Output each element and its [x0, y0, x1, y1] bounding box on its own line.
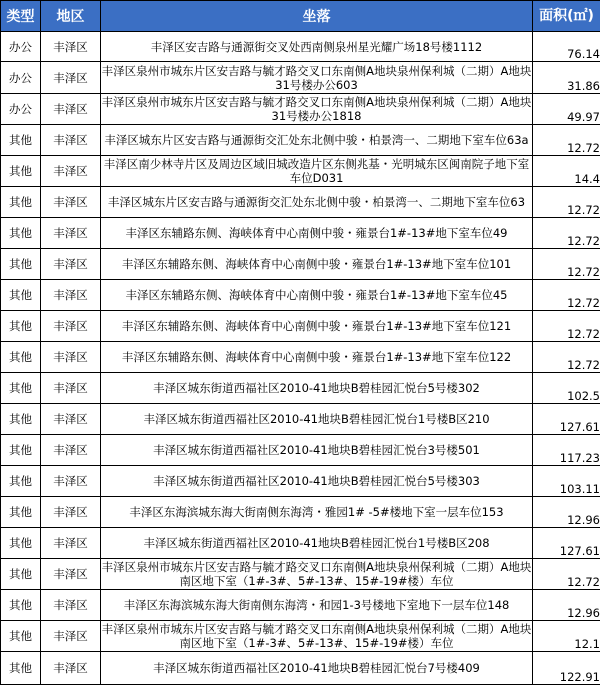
- table-row: [1, 497, 600, 528]
- table-row: [1, 435, 600, 466]
- cell-district: 丰泽区: [41, 62, 101, 94]
- cell-type: 其他: [1, 218, 41, 249]
- cell-area: 12.96: [533, 590, 600, 621]
- table-row: [1, 342, 600, 373]
- cell-address: 丰泽区泉州市城东片区安吉路与毓才路交叉口东南侧A地块泉州保利城（二期）A地块南区地下室（1#-3#、5#-13#、15#-19#楼）车位: [101, 560, 532, 588]
- cell-district: 丰泽区: [41, 652, 101, 685]
- cell-type: 其他: [1, 621, 41, 652]
- cell-district: 丰泽区: [41, 466, 101, 497]
- cell-area: 12.72: [533, 559, 600, 590]
- table-row: [1, 590, 600, 621]
- cell-area: 117.23: [533, 435, 600, 466]
- cell-address: 丰泽区东辅路东侧、海峡体育中心南侧中骏・雍景台1#-13#地下室车位122: [101, 342, 533, 373]
- cell-address: 丰泽区城东街道西福社区2010-41地块B碧桂园汇悦台5号楼303: [101, 466, 533, 497]
- table-row: [1, 62, 600, 94]
- table-row: [1, 280, 600, 311]
- cell-address: 丰泽区东辅路东侧、海峡体育中心南侧中骏・雍景台1#-13#地下室车位45: [101, 280, 533, 311]
- cell-area: 12.72: [533, 311, 600, 342]
- cell-address: 丰泽区城东街道西福社区2010-41地块B碧桂园汇悦台7号楼409: [101, 652, 533, 685]
- cell-address: 丰泽区南少林寺片区及周边区域旧城改造片区东侧兆基・光明城东区闽南院子地下室车位D031: [101, 156, 533, 187]
- cell-type: 其他: [1, 280, 41, 311]
- table-row: [1, 94, 600, 125]
- cell-address: 丰泽区东辅路东侧、海峡体育中心南侧中骏・雍景台1#-13#地下室车位49: [101, 218, 533, 249]
- cell-address: 丰泽区城东街道西福社区2010-41地块B碧桂园汇悦台3号楼501: [101, 435, 533, 466]
- cell-area: 12.72: [533, 280, 600, 311]
- cell-area: 12.72: [533, 342, 600, 373]
- cell-area: 12.72: [533, 218, 600, 249]
- cell-type: 其他: [1, 156, 41, 187]
- cell-area: 103.11: [533, 466, 600, 497]
- cell-address: 丰泽区城东街道西福社区2010-41地块B碧桂园汇悦台1号楼B区208: [101, 528, 533, 559]
- cell-district: 丰泽区: [41, 280, 101, 311]
- cell-area: 12.72: [533, 125, 600, 156]
- cell-district: 丰泽区: [41, 373, 101, 404]
- cell-type: 其他: [1, 559, 41, 590]
- cell-address: 丰泽区东辅路东侧、海峡体育中心南侧中骏・雍景台1#-13#地下室车位101: [101, 249, 533, 280]
- cell-district: 丰泽区: [41, 342, 101, 373]
- table-row: [1, 466, 600, 497]
- cell-area: 12.1: [533, 621, 600, 652]
- cell-address: 丰泽区城东片区安吉路与通源街交汇处东北侧中骏・柏景湾一、二期地下室车位63: [101, 187, 533, 218]
- cell-address: 丰泽区城东街道西福社区2010-41地块B碧桂园汇悦台1号楼B区210: [101, 404, 533, 435]
- cell-type: 其他: [1, 187, 41, 218]
- cell-type: 其他: [1, 249, 41, 280]
- table-row: [1, 156, 600, 187]
- table-row: [1, 32, 600, 62]
- table-row: [1, 528, 600, 559]
- table-row: [1, 559, 600, 590]
- cell-area: 127.61: [533, 528, 600, 559]
- cell-district: 丰泽区: [41, 156, 101, 187]
- cell-type: 其他: [1, 311, 41, 342]
- cell-address: 丰泽区东海滨城东海大街南侧东海湾・雅园1# -5#楼地下室一层车位153: [101, 497, 533, 528]
- cell-type: 其他: [1, 373, 41, 404]
- table-row: [1, 249, 600, 280]
- cell-district: 丰泽区: [41, 497, 101, 528]
- cell-district: 丰泽区: [41, 621, 101, 652]
- cell-address: 丰泽区泉州市城东片区安吉路与毓才路交叉口东南侧A地块泉州保利城（二期）A地块南区地下室（1#-3#、5#-13#、15#-19#楼）车位: [101, 622, 532, 650]
- cell-area: 14.4: [533, 156, 600, 187]
- table-row: [1, 621, 600, 652]
- cell-area: 102.5: [533, 373, 600, 404]
- cell-address: 丰泽区泉州市城东片区安吉路与毓才路交叉口东南侧A地块泉州保利城（二期）A地块31号楼办公603: [101, 63, 532, 92]
- cell-type: 办公: [1, 32, 41, 62]
- cell-address: 丰泽区安吉路与通源街交叉处西南侧泉州星光耀广场18号楼1112: [101, 32, 533, 62]
- table-row: [1, 373, 600, 404]
- header-type: 类型: [1, 1, 41, 32]
- cell-address: 丰泽区东海滨城东海大街南侧东海湾・和园1-3号楼地下室地下一层车位148: [101, 590, 533, 621]
- cell-area: 31.86: [533, 62, 600, 94]
- cell-district: 丰泽区: [41, 218, 101, 249]
- cell-district: 丰泽区: [41, 559, 101, 590]
- cell-district: 丰泽区: [41, 404, 101, 435]
- cell-address: 丰泽区城东片区安吉路与通源街交汇处东北侧中骏・柏景湾一、二期地下室车位63a: [101, 125, 533, 156]
- table-row: [1, 404, 600, 435]
- cell-district: 丰泽区: [41, 187, 101, 218]
- table-body: [1, 32, 600, 685]
- table-row: [1, 218, 600, 249]
- cell-district: 丰泽区: [41, 311, 101, 342]
- table-row: [1, 652, 600, 685]
- table-row: [1, 311, 600, 342]
- cell-type: 其他: [1, 652, 41, 685]
- cell-type: 其他: [1, 125, 41, 156]
- cell-type: 办公: [1, 94, 41, 125]
- cell-type: 其他: [1, 404, 41, 435]
- header-district: 地区: [41, 1, 101, 32]
- cell-area: 12.72: [533, 249, 600, 280]
- cell-type: 其他: [1, 435, 41, 466]
- cell-district: 丰泽区: [41, 528, 101, 559]
- cell-district: 丰泽区: [41, 435, 101, 466]
- header-address: 坐落: [101, 1, 533, 32]
- cell-type: 办公: [1, 62, 41, 94]
- cell-type: 其他: [1, 466, 41, 497]
- cell-district: 丰泽区: [41, 590, 101, 621]
- header-row: [1, 1, 600, 32]
- cell-type: 其他: [1, 590, 41, 621]
- header-area: 面积(㎡): [533, 1, 600, 32]
- cell-address: 丰泽区东辅路东侧、海峡体育中心南侧中骏・雍景台1#-13#地下室车位121: [101, 311, 533, 342]
- cell-district: 丰泽区: [41, 125, 101, 156]
- cell-type: 其他: [1, 497, 41, 528]
- cell-type: 其他: [1, 342, 41, 373]
- cell-address: 丰泽区城东街道西福社区2010-41地块B碧桂园汇悦台5号楼302: [101, 373, 533, 404]
- table-row: [1, 125, 600, 156]
- cell-district: 丰泽区: [41, 94, 101, 125]
- cell-area: 12.96: [533, 497, 600, 528]
- cell-district: 丰泽区: [41, 249, 101, 280]
- cell-area: 76.14: [533, 32, 600, 62]
- cell-district: 丰泽区: [41, 32, 101, 62]
- cell-type: 其他: [1, 528, 41, 559]
- cell-area: 122.91: [533, 652, 600, 685]
- cell-area: 12.72: [533, 187, 600, 218]
- table-row: [1, 187, 600, 218]
- cell-address: 丰泽区泉州市城东片区安吉路与毓才路交叉口东南侧A地块泉州保利城（二期）A地块31号楼办公1818: [101, 95, 532, 123]
- cell-area: 49.97: [533, 94, 600, 125]
- cell-area: 127.61: [533, 404, 600, 435]
